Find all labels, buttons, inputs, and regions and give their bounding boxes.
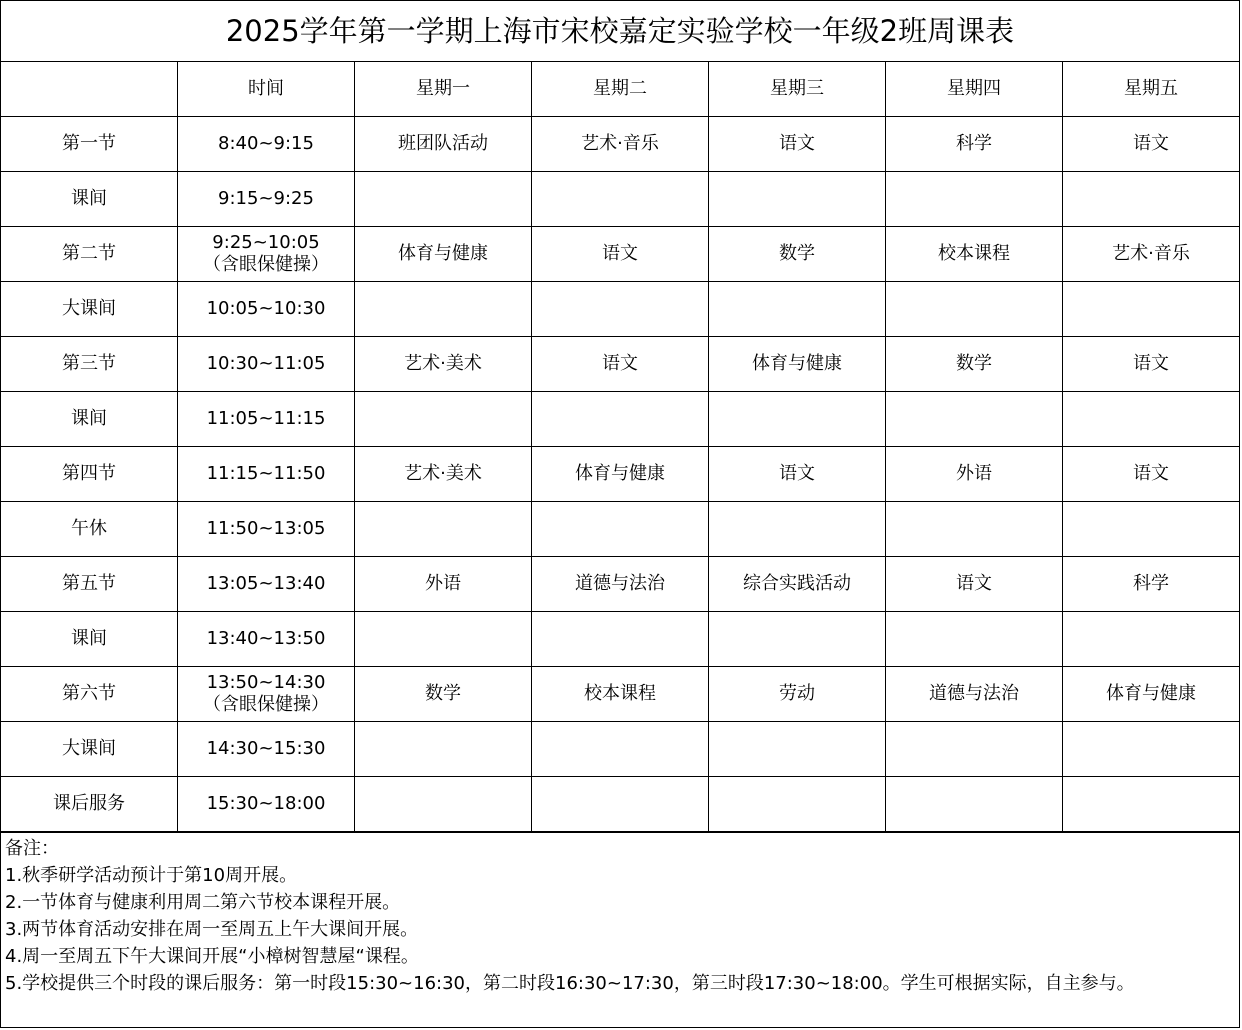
time-text: 10:05~10:30 [206,298,326,319]
time-cell [178,667,355,722]
subject-cell [532,612,709,667]
period-cell: 第四节 [1,447,178,502]
period-cell: 第二节 [1,227,178,282]
subject-cell [709,172,886,227]
subject-cell [355,392,532,447]
subject-cell [1063,777,1240,832]
subject-cell [1063,392,1240,447]
subject-cell: 体育与健康 [355,227,532,282]
subject-cell [1063,722,1240,777]
subject-cell: 劳动 [709,667,886,722]
subject-cell: 科学 [886,117,1063,172]
subject-cell [1063,282,1240,337]
note-item: 2.一节体育与健康利用周二第六节校本课程开展。 [5,892,401,913]
period-cell: 课间 [1,612,178,667]
period-cell: 大课间 [1,722,178,777]
subject-cell: 数学 [355,667,532,722]
time-cell [178,557,355,612]
subject-cell: 语文 [1063,447,1240,502]
subject-cell [355,612,532,667]
header-day-cell: 星期一 [355,62,532,117]
time-cell [178,117,355,172]
time-cell [178,447,355,502]
time-text: 8:40~9:15 [218,133,314,154]
subject-cell: 艺术·美术 [355,337,532,392]
note-item: 3.两节体育活动安排在周一至周五上午大课间开展。 [5,919,419,940]
time-text: 13:50~14:30 [206,672,326,693]
table-row [1,612,1240,667]
notes-heading: 备注： [5,838,59,859]
note-item: 4.周一至周五下午大课间开展“小樟树智慧屋“课程。 [5,946,419,967]
time-cell [178,337,355,392]
subject-cell [1063,502,1240,557]
page-title: 2025学年第一学期上海市宋校嘉定实验学校一年级2班周课表 [1,1,1239,62]
subject-cell [532,172,709,227]
subject-cell [532,777,709,832]
subject-cell [886,282,1063,337]
subject-cell [886,612,1063,667]
subject-cell: 科学 [1063,557,1240,612]
subject-cell: 综合实践活动 [709,557,886,612]
subject-cell: 外语 [886,447,1063,502]
subject-cell [709,282,886,337]
header-day-cell: 星期四 [886,62,1063,117]
subject-cell [532,502,709,557]
time-text: 13:05~13:40 [206,573,326,594]
header-day-cell: 星期五 [1063,62,1240,117]
period-cell: 课后服务 [1,777,178,832]
subject-cell: 体育与健康 [709,337,886,392]
time-text: 11:50~13:05 [206,518,326,539]
subject-cell [1063,612,1240,667]
subject-cell [709,612,886,667]
table-row [1,227,1240,282]
time-cell [178,282,355,337]
period-cell: 午休 [1,502,178,557]
time-cell [178,502,355,557]
period-cell: 大课间 [1,282,178,337]
header-row [1,62,1240,117]
period-cell: 第五节 [1,557,178,612]
note-item: 1.秋季研学活动预计于第10周开展。 [5,865,298,886]
period-cell: 课间 [1,392,178,447]
time-text: （含眼保健操） [203,694,329,715]
subject-cell: 语文 [709,117,886,172]
subject-cell: 数学 [886,337,1063,392]
table-row [1,667,1240,722]
table-row [1,722,1240,777]
time-cell [178,777,355,832]
subject-cell [886,722,1063,777]
subject-cell: 语文 [532,337,709,392]
notes-section [1,832,1239,997]
subject-cell [709,722,886,777]
subject-cell [355,722,532,777]
table-row [1,502,1240,557]
time-cell [178,392,355,447]
subject-cell: 体育与健康 [532,447,709,502]
time-text: 9:15~9:25 [218,188,314,209]
subject-cell: 道德与法治 [886,667,1063,722]
time-text: 13:40~13:50 [206,628,326,649]
time-text: 9:25~10:05 [212,232,320,253]
header-day-cell: 星期二 [532,62,709,117]
note-item: 5.学校提供三个时段的课后服务：第一时段15:30~16:30，第二时段16:30~17:30，第三时段17:30~18:00。学生可根据实际，自主参与。 [5,973,1135,994]
table-row [1,392,1240,447]
time-cell [178,612,355,667]
subject-cell: 语文 [1063,117,1240,172]
period-cell: 课间 [1,172,178,227]
table-row [1,557,1240,612]
subject-cell [886,172,1063,227]
subject-cell: 艺术·美术 [355,447,532,502]
table-row [1,447,1240,502]
time-cell [178,172,355,227]
subject-cell [532,722,709,777]
subject-cell: 外语 [355,557,532,612]
time-text: 14:30~15:30 [206,738,326,759]
timetable-grid [0,62,1240,832]
subject-cell: 校本课程 [532,667,709,722]
subject-cell: 语文 [532,227,709,282]
subject-cell [1063,172,1240,227]
header-day-cell: 星期三 [709,62,886,117]
subject-cell: 道德与法治 [532,557,709,612]
subject-cell [532,282,709,337]
subject-cell: 校本课程 [886,227,1063,282]
subject-cell: 体育与健康 [1063,667,1240,722]
subject-cell: 语文 [1063,337,1240,392]
table-row [1,117,1240,172]
time-cell [178,227,355,282]
table-row [1,337,1240,392]
time-text: 10:30~11:05 [206,353,326,374]
subject-cell [709,777,886,832]
subject-cell [532,392,709,447]
table-row [1,172,1240,227]
table-row [1,777,1240,832]
time-text: （含眼保健操） [203,254,329,275]
subject-cell [709,392,886,447]
subject-cell: 艺术·音乐 [532,117,709,172]
period-cell: 第六节 [1,667,178,722]
subject-cell [355,282,532,337]
subject-cell [709,502,886,557]
subject-cell [886,777,1063,832]
subject-cell [355,172,532,227]
subject-cell [355,777,532,832]
subject-cell: 语文 [886,557,1063,612]
subject-cell [886,392,1063,447]
period-cell: 第一节 [1,117,178,172]
header-time-cell: 时间 [178,62,355,117]
time-text: 11:05~11:15 [206,408,326,429]
subject-cell: 艺术·音乐 [1063,227,1240,282]
time-cell [178,722,355,777]
subject-cell: 班团队活动 [355,117,532,172]
header-corner-cell [1,62,178,117]
time-text: 15:30~18:00 [206,793,326,814]
subject-cell [355,502,532,557]
subject-cell: 语文 [709,447,886,502]
subject-cell [886,502,1063,557]
subject-cell: 数学 [709,227,886,282]
time-text: 11:15~11:50 [206,463,326,484]
table-row [1,282,1240,337]
period-cell: 第三节 [1,337,178,392]
